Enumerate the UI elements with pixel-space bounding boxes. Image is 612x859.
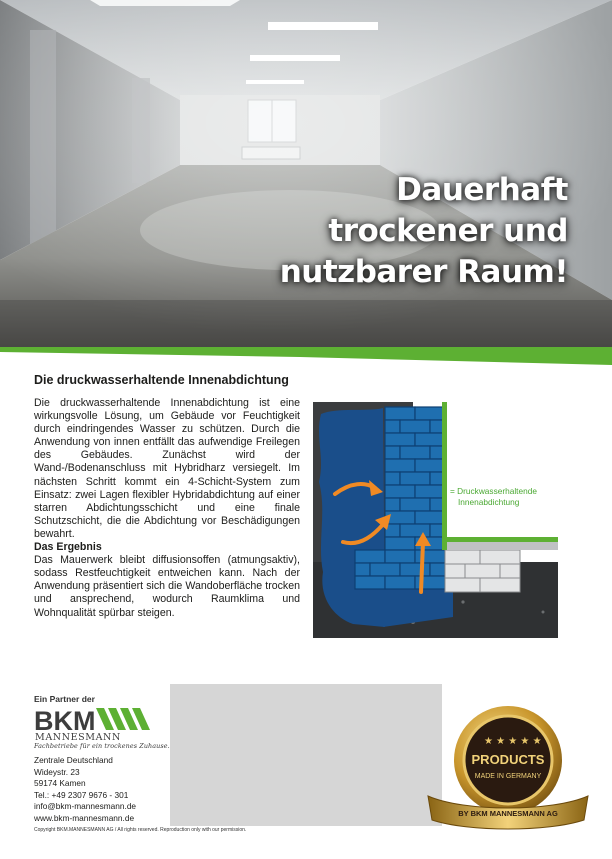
email-link[interactable]: info@bkm-mannesmann.de	[34, 801, 137, 812]
result-paragraph: Das Mauerwerk bleibt diffusionsoffen (atmungsaktiv), sodass Restfeuchtigkeit entweichen kann. Nach der Anwendung präsentiert sich die Wandoberfläche trocken und ansprechend, wodurch Raumklima und Wohnqualität spürbar steigen.	[34, 554, 300, 619]
headline-line-3: nutzbarer Raum!	[279, 254, 568, 290]
body-text	[34, 397, 300, 620]
green-divider-band	[0, 347, 612, 369]
seal-line-1: PRODUCTS	[471, 752, 545, 767]
result-heading: Das Ergebnis	[34, 541, 102, 554]
made-in-germany-seal	[424, 704, 592, 834]
star-icons	[484, 736, 542, 747]
logo-tagline: Fachbetriebe für ein trockenes Zuhause.	[34, 742, 170, 750]
copyright: Copyright BKM.MANNESMANN AG / All rights reserved. Reproduction only with our permission.	[34, 827, 247, 833]
svg-text:★ ★ ★ ★ ★: ★ ★ ★ ★ ★	[484, 736, 542, 747]
address-line-1: Zentrale Deutschland	[34, 755, 113, 765]
headline-line-2: trockener und	[328, 213, 568, 249]
placeholder-box	[170, 684, 442, 826]
bkm-logo	[34, 708, 164, 742]
legend-line-2: Innenabdichtung	[458, 496, 520, 507]
hero-image	[0, 0, 612, 352]
seal-ribbon-text: BY BKM MANNESMANN AG	[458, 809, 558, 818]
seal-line-2: MADE IN GERMANY	[474, 773, 542, 780]
hero-headline	[280, 170, 568, 293]
logo-stripes-icon	[96, 708, 150, 730]
logo-main-text: BKM	[34, 708, 96, 736]
logo-sub-text: MANNESMANN	[35, 732, 121, 742]
address-block	[34, 755, 136, 825]
headline-line-1: Dauerhaft	[396, 172, 568, 208]
legend-line-1: = Druckwasserhaltende	[450, 486, 537, 496]
address-line-3: 59174 Kamen	[34, 778, 86, 789]
partner-label: Ein Partner der	[34, 694, 95, 704]
website-link[interactable]: www.bkm-mannesmann.de	[34, 812, 135, 823]
diagram-legend	[450, 486, 537, 507]
address-line-2: Wideystr. 23	[34, 766, 80, 777]
intro-paragraph: Die druckwasserhaltende Innenabdichtung ist eine wirkungsvolle Lösung, um Gebäude vor Feuchtigkeit durch eindringendes Wasser zu schützen. Durch die Anwendung von innen entfällt das aufwendige Freilegen des Gebäudes. Zunächst wird der Wand-/Bodenanschluss mit Hybridharz versiegelt. Im nächsten Schritt kommt ein 4-Schicht-System zum Einsatz: zwei Lagen flexibler Hybridabdichtung auf einer starren Abdichtungsschicht und eine finale Schutzschicht, die die Abdichtung vor Beschädigungen bewahrt.	[34, 397, 300, 540]
waterproofing-diagram	[313, 402, 558, 638]
phone: Tel.: +49 2307 9676 - 301	[34, 789, 129, 800]
section-title: Die druckwasserhaltende Innenabdichtung	[34, 373, 289, 387]
